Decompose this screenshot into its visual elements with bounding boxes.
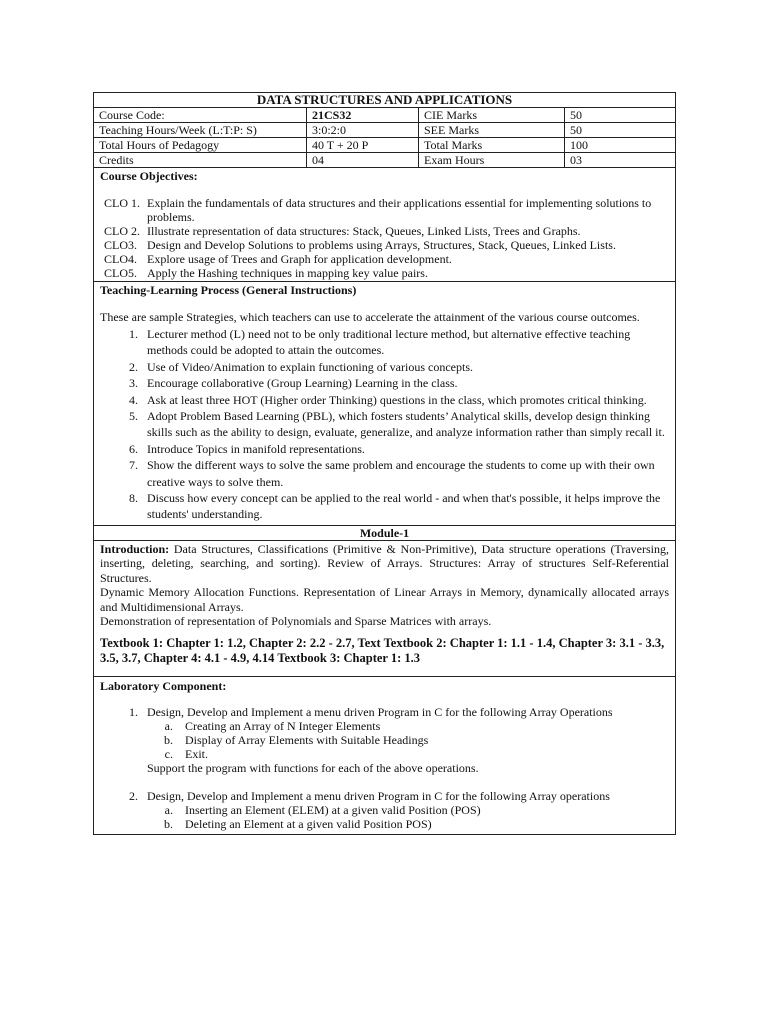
clo-text: Illustrate representation of data structures: Stack, Queues, Linked Lists, Trees and Graphs.: [147, 224, 581, 238]
objectives-heading: Course Objectives:: [100, 169, 198, 183]
table-cell: SEE Marks: [419, 123, 565, 138]
table-row: [94, 138, 675, 153]
list-item: [100, 224, 669, 238]
module-paragraph: Demonstration of representation of Polynomials and Sparse Matrices with arrays.: [100, 613, 492, 628]
sub-item-text: Deleting an Element at a given valid Position POS): [185, 817, 432, 832]
item-text: Design, Develop and Implement a menu driven Program in C for the following Array Operations: [147, 705, 613, 720]
teaching-learning-section: [94, 281, 675, 525]
table-cell: Course Code:: [94, 108, 307, 123]
item-number: 2.: [129, 359, 138, 374]
item-number: 2.: [129, 789, 138, 804]
clo-label: CLO 2.: [104, 224, 140, 238]
table-cell: Total Marks: [419, 138, 565, 153]
sub-item-letter: c.: [164, 747, 173, 762]
item-number: 8.: [129, 491, 138, 506]
clo-label: CLO3.: [104, 238, 137, 252]
sub-item: [100, 803, 669, 817]
clo-label: CLO5.: [104, 266, 137, 280]
clo-label: CLO4.: [104, 252, 137, 266]
table-row: [94, 108, 675, 123]
teaching-heading: Teaching-Learning Process (General Instructions): [100, 283, 357, 297]
module-heading: Module-1: [94, 525, 675, 540]
table-cell: Teaching Hours/Week (L:T:P: S): [94, 123, 307, 138]
table-cell: 3:0:2:0: [307, 123, 419, 138]
sub-item-letter: a.: [164, 803, 173, 818]
list-item: [100, 705, 669, 719]
sub-item-letter: a.: [164, 719, 173, 734]
list-item: [100, 392, 669, 408]
item-text: Discuss how every concept can be applied to the real world - and when that's possible, it helps improve the students' understanding.: [147, 491, 661, 522]
table-cell: CIE Marks: [419, 108, 565, 123]
item-text: Adopt Problem Based Learning (PBL), which fosters students’ Analytical skills, develop design thinking skills such as the ability to design, evaluate, generalize, and analyze information rather than simply recall it.: [147, 409, 665, 440]
intro-label: Introduction:: [100, 541, 170, 556]
clo-label: CLO 1.: [104, 196, 140, 210]
item-number: 1.: [129, 705, 138, 720]
item-text: Ask at least three HOT (Higher order Thinking) questions in the class, which promotes critical thinking.: [147, 392, 647, 407]
item-number: 4.: [129, 392, 138, 407]
syllabus-page: [93, 92, 676, 835]
table-cell: 100: [565, 138, 676, 153]
intro-text: Data Structures, Classifications (Primitive & Non-Primitive), Data structure operations (Traversing, inserting, deleting, searching, and sorting). Review of Arrays. Structures: Array of structures Self-Referential Structures.: [100, 541, 669, 585]
list-item: [100, 266, 669, 280]
course-objectives-section: [94, 167, 675, 281]
list-item: [100, 408, 669, 441]
list-item: [100, 252, 669, 266]
clo-text: Explain the fundamentals of data structures and their applications essential for implementing solutions to problems.: [147, 196, 652, 224]
item-number: 5.: [129, 409, 138, 424]
support-note: Support the program with functions for each of the above operations.: [147, 761, 479, 776]
module-content: [94, 540, 675, 676]
clo-text: Apply the Hashing techniques in mapping key value pairs.: [147, 266, 428, 280]
table-cell: Credits: [94, 153, 307, 168]
item-text: Show the different ways to solve the same problem and encourage the students to come up with their own creative ways to solve them.: [147, 458, 655, 489]
textbook-reference: Textbook 1: Chapter 1: 1.2, Chapter 2: 2.2 - 2.7, Text Textbook 2: Chapter 1: 1.1 - 1.4, Chapter 3: 3.1 - 3.3, 3.5, 3.7, Chapter 4: 4.1 - 4.9, 4.14 Textbook 3: Chapter 1: 1.3: [100, 636, 665, 666]
list-item: [100, 457, 669, 490]
list-item: [100, 490, 669, 523]
table-cell: 50: [565, 123, 676, 138]
list-item: [100, 359, 669, 375]
list-item: [100, 238, 669, 252]
item-number: 3.: [129, 376, 138, 391]
table-cell: 40 T + 20 P: [307, 138, 419, 153]
sub-item-text: Exit.: [185, 747, 208, 762]
table-cell: 21CS32: [307, 108, 419, 123]
course-info-table: [94, 108, 675, 167]
lab-heading: Laboratory Component:: [100, 679, 227, 694]
sub-item-text: Inserting an Element (ELEM) at a given valid Position (POS): [185, 803, 481, 818]
sub-item: [100, 719, 669, 733]
sub-item: [100, 747, 669, 761]
module-paragraph: Dynamic Memory Allocation Functions. Representation of Linear Arrays in Memory, dynamically allocated arrays and Multidimensional Arrays.: [100, 585, 669, 614]
table-cell: 04: [307, 153, 419, 168]
module-intro: [100, 542, 669, 585]
item-text: Introduce Topics in manifold representations.: [147, 441, 365, 456]
table-row: [94, 153, 675, 168]
clo-text: Explore usage of Trees and Graph for application development.: [147, 252, 452, 266]
sub-item-text: Display of Array Elements with Suitable Headings: [185, 733, 429, 748]
item-text: Design, Develop and Implement a menu driven Program in C for the following Array operations: [147, 789, 610, 804]
item-number: 1.: [129, 327, 138, 341]
course-title: DATA STRUCTURES AND APPLICATIONS: [94, 93, 675, 108]
list-item: [100, 441, 669, 457]
list-item: [100, 196, 669, 224]
item-text: Use of Video/Animation to explain functioning of various concepts.: [147, 359, 473, 374]
list-item: [100, 375, 669, 391]
sub-item-text: Creating an Array of N Integer Elements: [185, 719, 381, 734]
sub-item-letter: b.: [164, 733, 173, 748]
list-item: [100, 326, 669, 359]
clo-text: Design and Develop Solutions to problems using Arrays, Structures, Stack, Queues, Linked Lists.: [147, 238, 616, 252]
table-cell: 50: [565, 108, 676, 123]
item-text: Encourage collaborative (Group Learning) Learning in the class.: [147, 376, 458, 391]
table-cell: Exam Hours: [419, 153, 565, 168]
item-number: 7.: [129, 458, 138, 473]
item-text: Lecturer method (L) need not to be only traditional lecture method, but alternative effective teaching methods could be adopted to attain the outcomes.: [147, 327, 631, 358]
sub-item: [100, 733, 669, 747]
sub-item: [100, 817, 669, 831]
sub-item-letter: b.: [164, 817, 173, 832]
table-cell: Total Hours of Pedagogy: [94, 138, 307, 153]
item-number: 6.: [129, 441, 138, 456]
laboratory-section: [94, 676, 675, 834]
table-cell: 03: [565, 153, 676, 168]
list-item: [100, 789, 669, 803]
table-row: [94, 123, 675, 138]
teaching-intro: These are sample Strategies, which teachers can use to accelerate the attainment of the various course outcomes.: [100, 310, 640, 324]
